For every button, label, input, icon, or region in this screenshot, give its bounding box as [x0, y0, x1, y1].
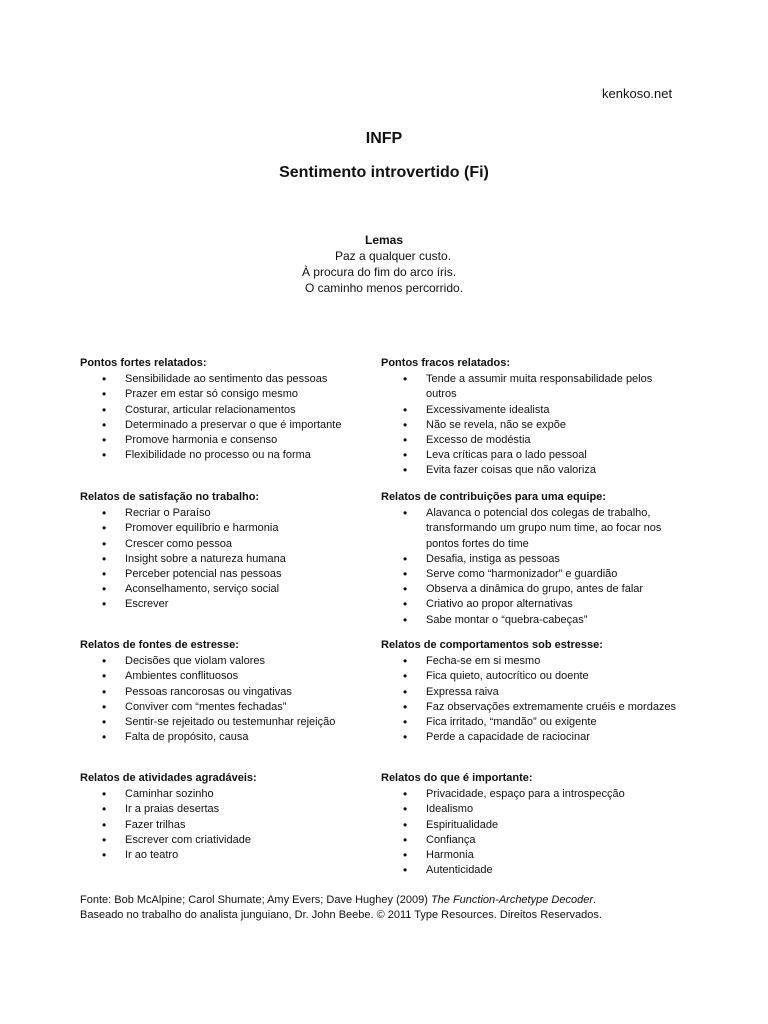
motto-line: O caminho menos percorrido.	[304, 281, 464, 295]
list-item: • Espiritualidade	[381, 818, 681, 833]
list-item: • Determinado a preservar o que é importante	[80, 418, 380, 433]
list-item: • Decisões que violam valores	[80, 654, 380, 669]
list-item: • Autenticidade	[381, 863, 681, 878]
list-item: • Sensibilidade ao sentimento das pessoas	[80, 372, 380, 387]
mottos-block	[0, 232, 768, 296]
list-item: • Não se revela, não se expõe	[381, 418, 681, 433]
list-item: • Insight sobre a natureza humana	[80, 552, 380, 567]
list-item: • Promove harmonia e consenso	[80, 433, 380, 448]
list-item: • Expressa raiva	[381, 685, 681, 700]
section-weaknesses	[381, 356, 681, 479]
bullet-list	[80, 654, 380, 745]
bullet-list	[381, 654, 681, 745]
list-item: • Serve como “harmonizador” e guardião	[381, 567, 681, 582]
list-item: • Alavanca o potencial dos colegas de trabalho, transformando um grupo num time, ao focar nos pontos fortes do time	[381, 506, 681, 552]
bullet-list	[381, 506, 681, 628]
list-item: • Perde a capacidade de raciocinar	[381, 730, 681, 745]
list-item: • Flexibilidade no processo ou na forma	[80, 448, 380, 463]
motto-line: À procura do fim do arco íris.	[301, 265, 457, 279]
list-item: • Tende a assumir muita responsabilidade pelos outros	[381, 372, 681, 402]
section-title: Relatos de atividades agradáveis:	[80, 772, 257, 784]
section-title: Pontos fortes relatados:	[80, 357, 207, 369]
section-title: Relatos de contribuições para uma equipe:	[381, 491, 606, 503]
list-item: • Perceber potencial nas pessoas	[80, 567, 380, 582]
list-item: • Excesso de modéstia	[381, 433, 681, 448]
source-line	[80, 893, 700, 908]
bullet-list	[381, 787, 681, 878]
source-period: .	[592, 894, 597, 906]
section-pleasant-activities	[80, 771, 380, 863]
section-stress-behaviors	[381, 638, 681, 745]
section-title: Pontos fracos relatados:	[381, 357, 510, 369]
section-important	[381, 771, 681, 878]
mottos-title: Lemas	[364, 233, 404, 247]
list-item: • Observa a dinâmica do grupo, antes de falar	[381, 582, 681, 597]
list-item: • Pessoas rancorosas ou vingativas	[80, 685, 380, 700]
list-item: • Sabe montar o “quebra-cabeças”	[381, 613, 681, 628]
list-item: • Caminhar sozinho	[80, 787, 380, 802]
list-item: • Prazer em estar só consigo mesmo	[80, 387, 380, 402]
list-item: • Costurar, articular relacionamentos	[80, 403, 380, 418]
list-item: • Escrever com criatividade	[80, 833, 380, 848]
list-item: • Fazer trilhas	[80, 818, 380, 833]
list-item: • Escrever	[80, 597, 380, 612]
copyright-line: Baseado no trabalho do analista junguiano, Dr. John Beebe. © 2011 Type Resources. Direitos Reservados.	[80, 909, 602, 921]
page-title: INFP	[365, 130, 403, 147]
section-title: Relatos de comportamentos sob estresse:	[381, 639, 603, 651]
bullet-list	[381, 372, 681, 478]
bullet-list	[80, 506, 380, 612]
list-item: • Recriar o Paraíso	[80, 506, 380, 521]
source-authors: Fonte: Bob McAlpine; Carol Shumate; Amy Evers; Dave Hughey (2009)	[80, 894, 431, 906]
list-item: • Fica irritado, “mandão” ou exigente	[381, 715, 681, 730]
list-item: • Ambientes conflituosos	[80, 669, 380, 684]
list-item: • Fica quieto, autocrítico ou doente	[381, 669, 681, 684]
list-item: • Sentir-se rejeitado ou testemunhar rejeição	[80, 715, 380, 730]
list-item: • Ir ao teatro	[80, 848, 380, 863]
section-strengths	[80, 356, 380, 463]
list-item: • Confiança	[381, 833, 681, 848]
list-item: • Leva críticas para o lado pessoal	[381, 448, 681, 463]
list-item: • Falta de propósito, causa	[80, 730, 380, 745]
section-title: Relatos do que é importante:	[381, 772, 533, 784]
section-title: Relatos de satisfação no trabalho:	[80, 491, 260, 503]
section-title: Relatos de fontes de estresse:	[80, 639, 239, 651]
list-item: • Harmonia	[381, 848, 681, 863]
list-item: • Privacidade, espaço para a introspecção	[381, 787, 681, 802]
list-item: • Desafia, instiga as pessoas	[381, 552, 681, 567]
list-item: • Evita fazer coisas que não valoriza	[381, 463, 681, 478]
list-item: • Promover equilíbrio e harmonia	[80, 521, 380, 536]
section-team-contributions	[381, 490, 681, 628]
site-url[interactable]: kenkoso.net	[602, 86, 673, 101]
list-item: • Criativo ao propor alternativas	[381, 597, 681, 612]
page-subtitle: Sentimento introvertido (Fi)	[279, 164, 489, 181]
list-item: • Aconselhamento, serviço social	[80, 582, 380, 597]
source-footer	[80, 893, 700, 923]
list-item: • Fecha-se em si mesmo	[381, 654, 681, 669]
list-item: • Excessivamente idealista	[381, 403, 681, 418]
list-item: • Crescer como pessoa	[80, 537, 380, 552]
source-book-title: The Function-Archetype Decoder	[430, 894, 593, 906]
list-item: • Faz observações extremamente cruéis e mordazes	[381, 700, 681, 715]
bullet-list	[80, 372, 380, 463]
bullet-list	[80, 787, 380, 863]
section-stress-sources	[80, 638, 380, 745]
motto-line: Paz a qualquer custo.	[334, 249, 452, 263]
list-item: • Idealismo	[381, 802, 681, 817]
list-item: • Ir a praias desertas	[80, 802, 380, 817]
list-item: • Conviver com “mentes fechadas”	[80, 700, 380, 715]
section-work-satisfaction	[80, 490, 380, 613]
